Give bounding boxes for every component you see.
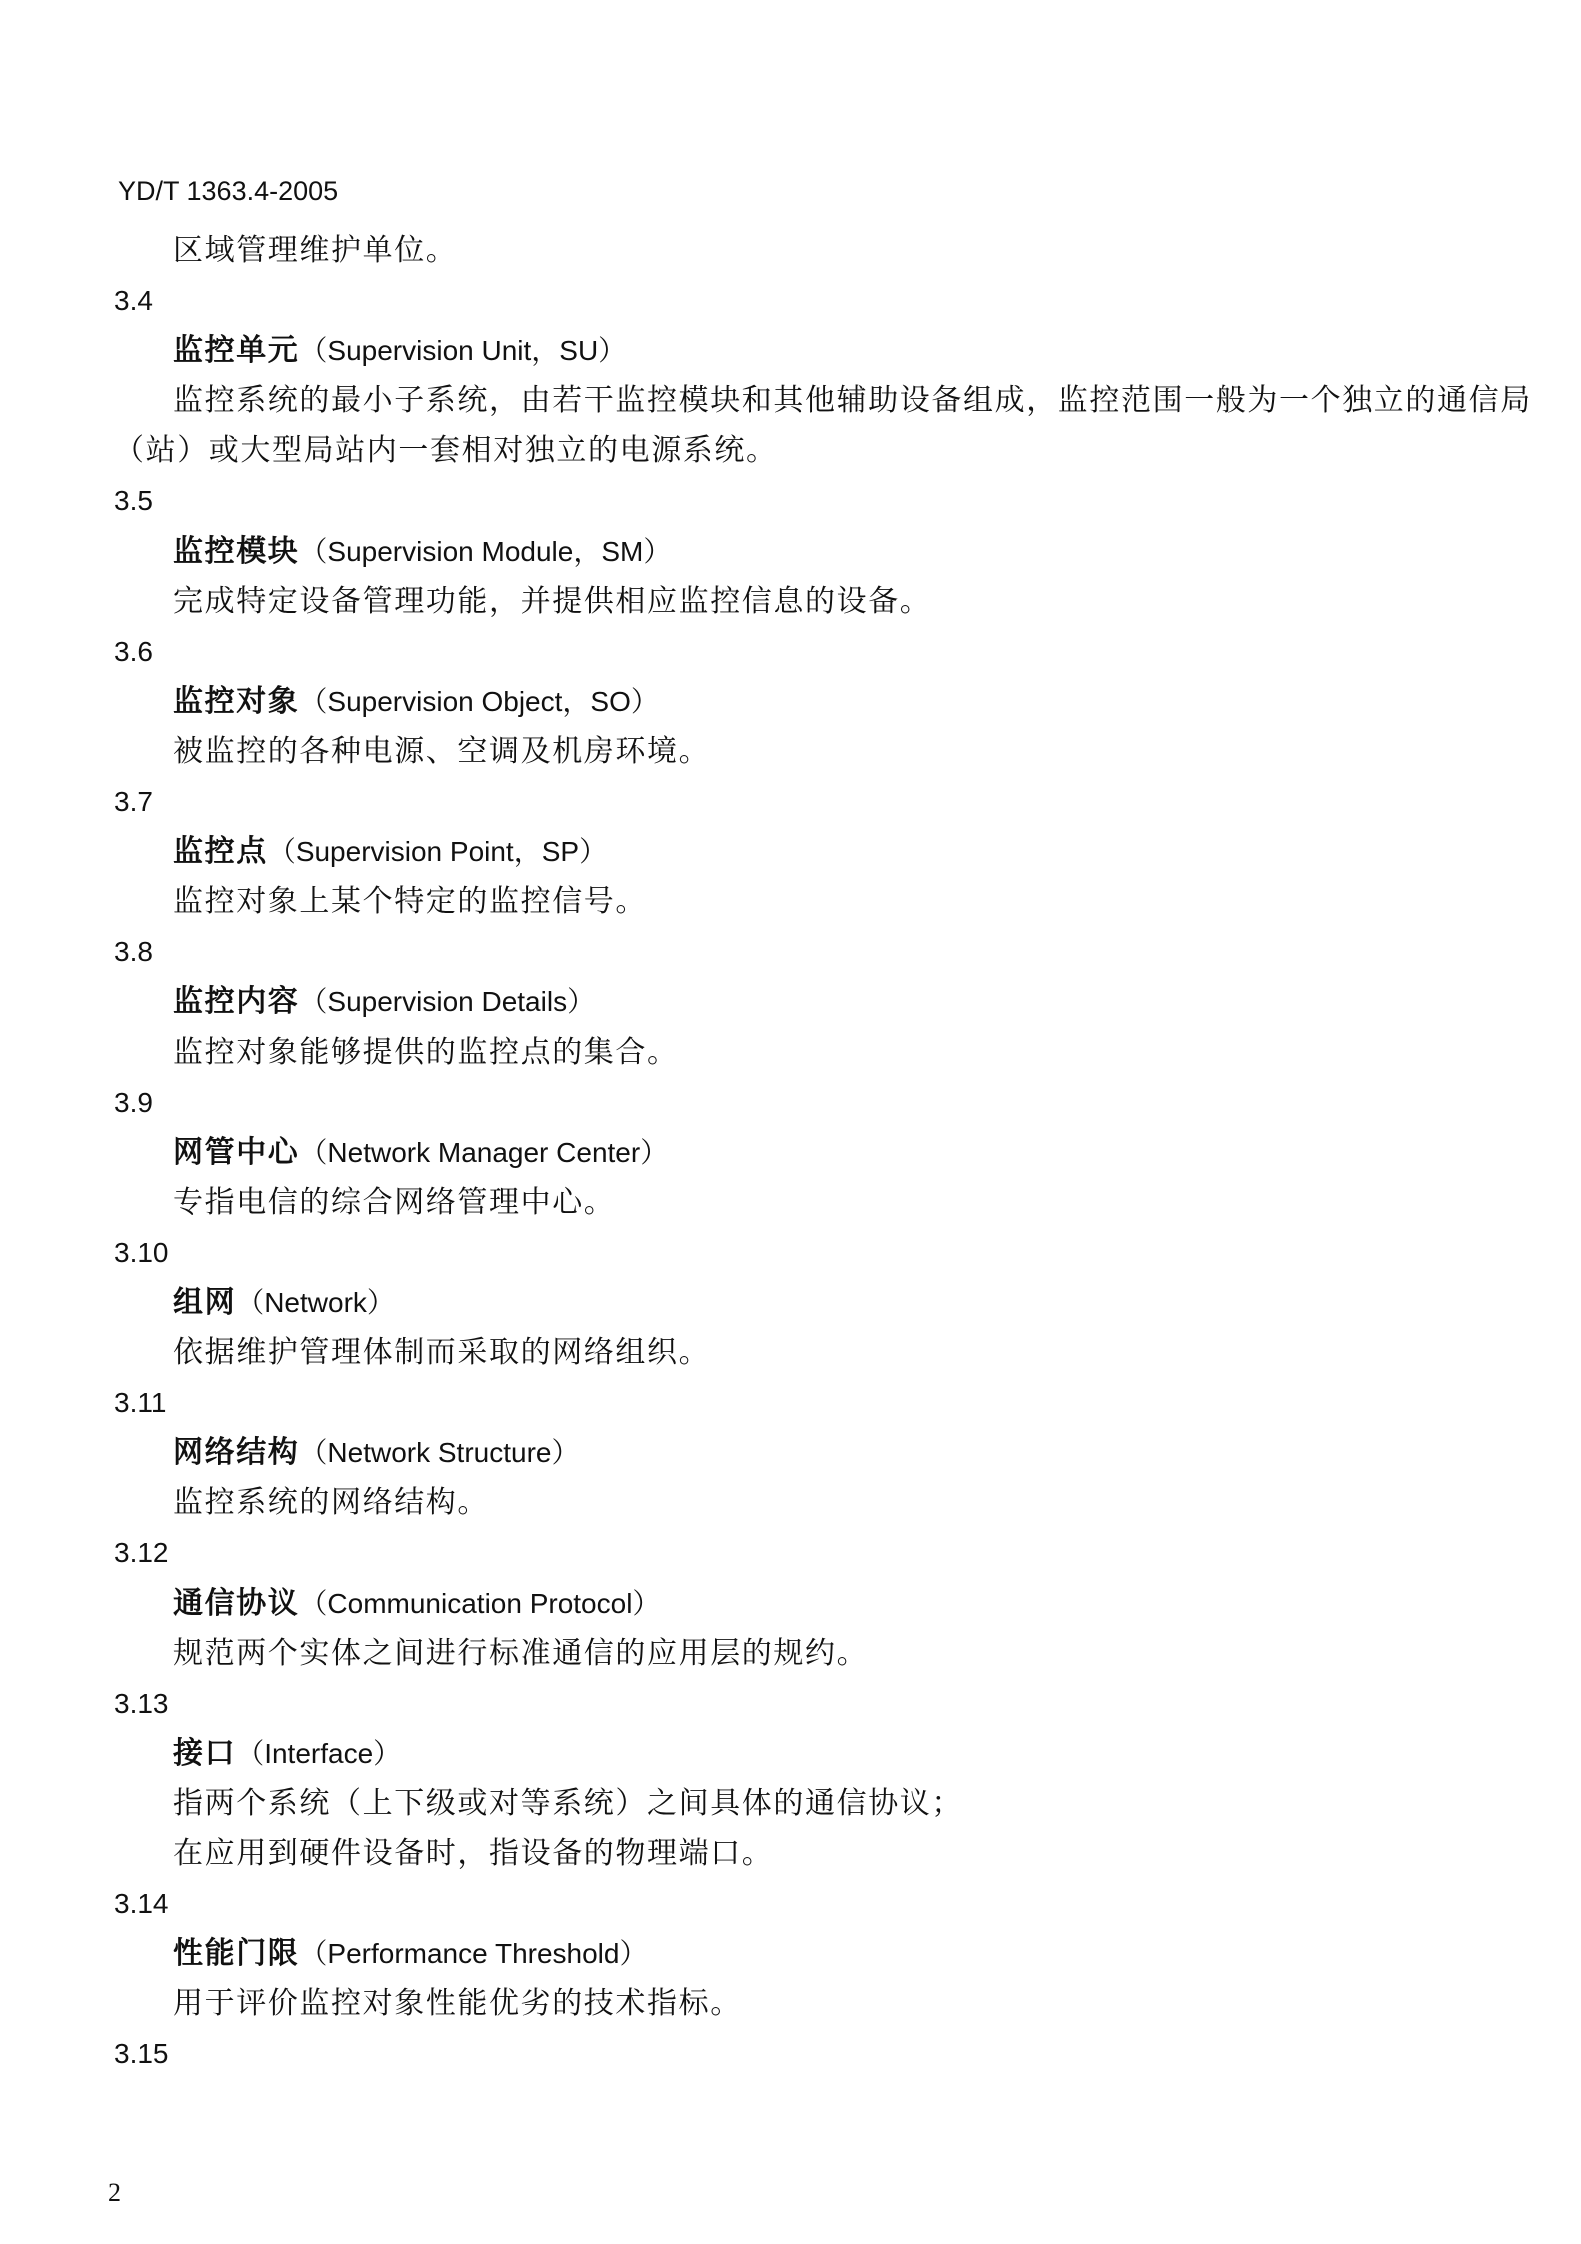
section-number: 3.9: [114, 1086, 153, 1118]
definition-section: [0, 1078, 1581, 1228]
intro-text: 区域管理维护单位。: [173, 234, 458, 267]
term-heading: [0, 1579, 1581, 1629]
definition-section: [0, 1378, 1581, 1528]
section-number: 3.4: [114, 285, 153, 317]
term-heading: [0, 827, 1581, 877]
term-chinese: 网管中心: [173, 1135, 300, 1169]
term-english: （Supervision Details）: [299, 986, 596, 1018]
definition-text: 监控系统的网络结构。: [173, 1486, 489, 1520]
definition-text: 监控系统的最小子系统，由若干监控模块和其他辅助设备组成，监控范围一般为一个独立的通信局: [173, 384, 1532, 418]
term-english: （Supervision Module，SM）: [299, 535, 672, 567]
term-english: （Supervision Point，SP）: [267, 836, 608, 868]
term-heading: [0, 1278, 1581, 1328]
definition-section: [0, 276, 1581, 476]
definition-section: [0, 927, 1581, 1077]
definition-text: 监控对象能够提供的监控点的集合。: [173, 1035, 679, 1069]
section-number: 3.8: [114, 936, 153, 968]
definition-section: [0, 1879, 1581, 2029]
term-english: （Network）: [236, 1286, 395, 1318]
definition-text: 用于评价监控对象性能优劣的技术指标。: [173, 1987, 742, 2021]
term-english: （Supervision Unit，SU）: [299, 335, 627, 367]
section-number: 3.14: [114, 1888, 169, 1920]
term-chinese: 通信协议: [173, 1586, 300, 1620]
term-heading: [0, 977, 1581, 1027]
section-number: 3.12: [114, 1537, 169, 1569]
document-page: [0, 166, 1581, 2079]
term-heading: [0, 527, 1581, 577]
term-english: （Communication Protocol）: [299, 1587, 661, 1619]
term-english: （Supervision Object，SO）: [299, 685, 659, 717]
definition-text: 专指电信的综合网络管理中心。: [173, 1185, 616, 1219]
definitions-list: [0, 276, 1581, 2029]
definition-text: （站）或大型局站内一套相对独立的电源系统。: [114, 434, 778, 468]
definition-text: 指两个系统（上下级或对等系统）之间具体的通信协议；: [173, 1786, 963, 1820]
definition-section: [0, 476, 1581, 626]
term-heading: [0, 677, 1581, 727]
section-number: 3.7: [114, 786, 153, 818]
definition-section: [0, 1228, 1581, 1378]
term-chinese: 监控点: [173, 835, 268, 869]
definition-section: [0, 1679, 1581, 1879]
section-number: 3.5: [114, 485, 153, 517]
term-english: （Performance Threshold）: [299, 1938, 648, 1970]
section-number: 3.13: [114, 1687, 169, 1719]
term-english: （Network Structure）: [299, 1437, 580, 1469]
section-number: 3.15: [114, 2038, 169, 2070]
term-chinese: 监控内容: [173, 985, 300, 1019]
term-chinese: 性能门限: [173, 1937, 300, 1971]
standard-code-header: YD/T 1363.4-2005: [118, 176, 339, 206]
term-chinese: 网络结构: [173, 1436, 300, 1470]
section-number: 3.10: [114, 1236, 169, 1268]
section-number: 3.6: [114, 635, 153, 667]
term-english: （Interface）: [236, 1737, 402, 1769]
term-heading: [0, 1428, 1581, 1478]
term-heading: [0, 326, 1581, 376]
definition-text: 规范两个实体之间进行标准通信的应用层的规约。: [173, 1636, 869, 1670]
term-heading: [0, 1128, 1581, 1178]
definition-text: 监控对象上某个特定的监控信号。: [173, 885, 647, 919]
term-heading: [0, 1929, 1581, 1979]
term-chinese: 接口: [173, 1736, 237, 1770]
term-heading: [0, 1729, 1581, 1779]
term-chinese: 监控单元: [173, 334, 300, 368]
term-chinese: 组网: [173, 1285, 237, 1319]
definition-section: [0, 777, 1581, 927]
page-number: 2: [108, 2178, 121, 2207]
definition-section: [0, 627, 1581, 777]
definition-text: 完成特定设备管理功能，并提供相应监控信息的设备。: [173, 584, 932, 618]
term-chinese: 监控模块: [173, 534, 300, 568]
definition-text: 在应用到硬件设备时，指设备的物理端口。: [173, 1837, 774, 1870]
section-number: 3.11: [114, 1387, 167, 1419]
term-chinese: 监控对象: [173, 684, 300, 718]
definition-section: [0, 1528, 1581, 1678]
term-english: （Network Manager Center）: [299, 1136, 669, 1168]
definition-text: 依据维护管理体制而采取的网络组织。: [173, 1336, 711, 1370]
definition-text: 被监控的各种电源、空调及机房环境。: [173, 734, 711, 768]
